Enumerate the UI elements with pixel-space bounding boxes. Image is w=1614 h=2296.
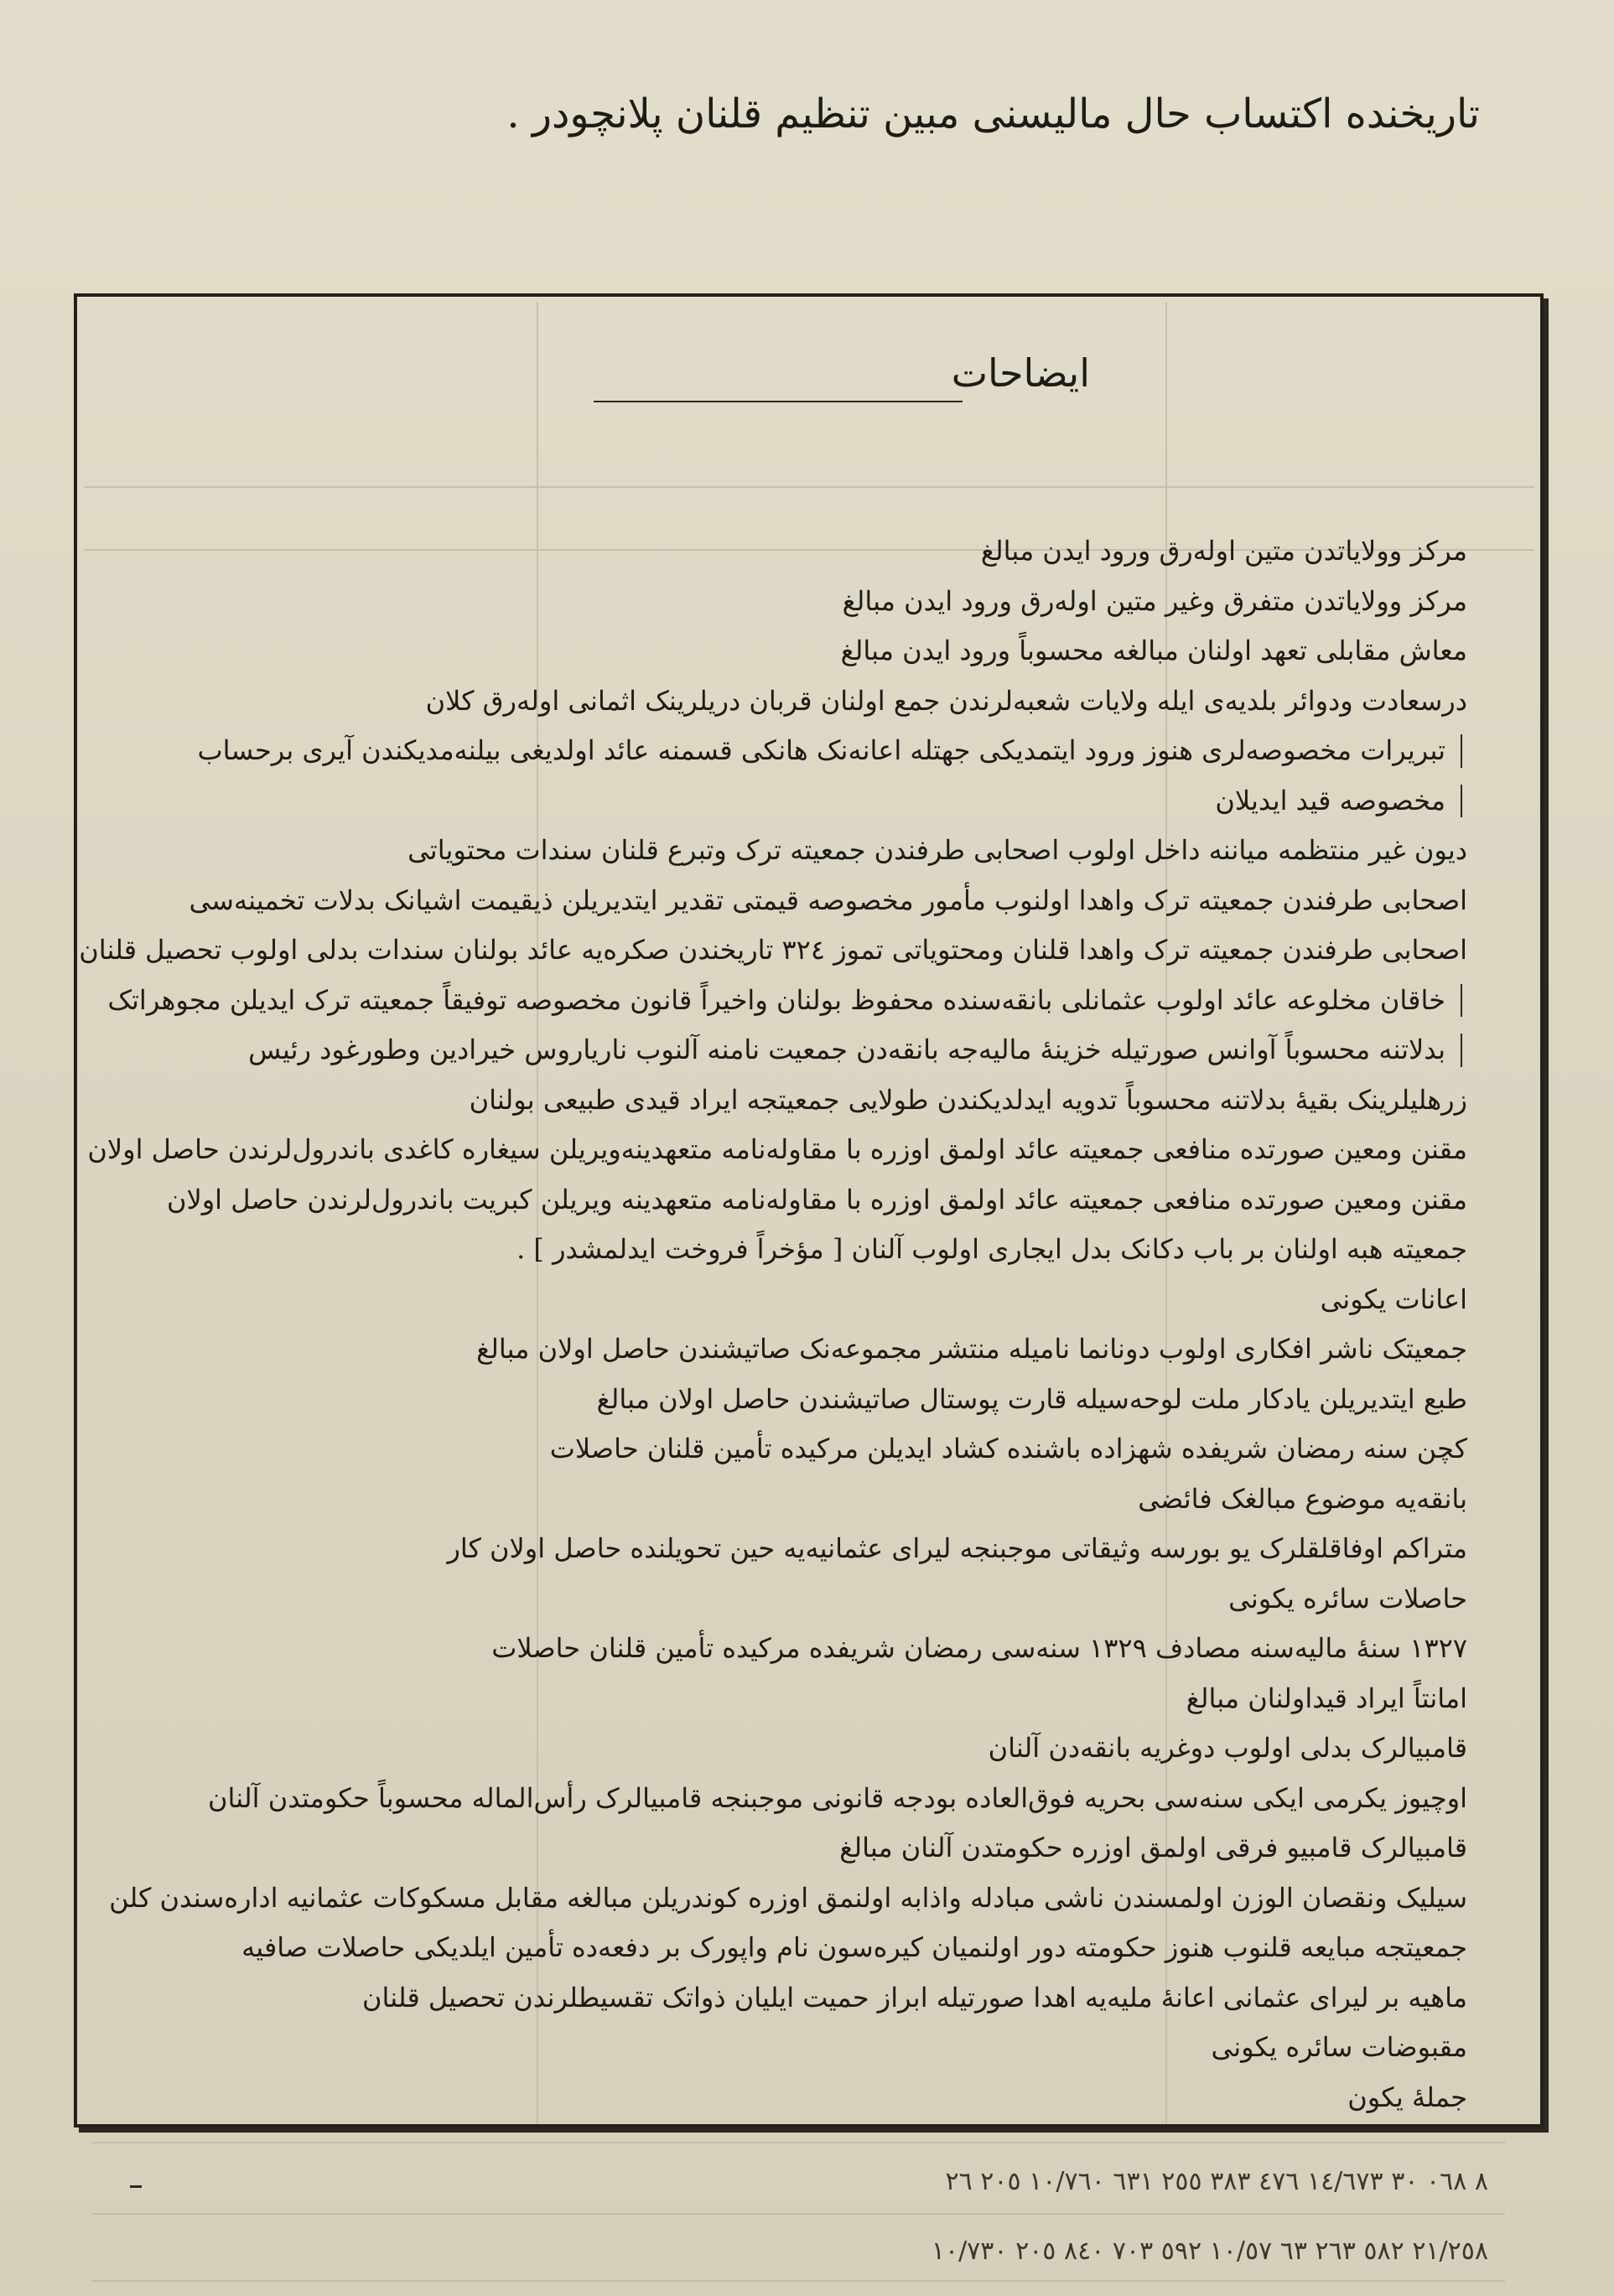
note-line: اصحابی طرفندن جمعیته ترک واهدا اولنوب مأمور مخصوصه قیمتی تقدیر ایتدیریلن ذیقیمت اشیانک بدلات تخمینه‌سی: [189, 884, 1467, 916]
note-line: مقبوضات سائره یکونی: [1211, 2031, 1467, 2063]
note-line: معاش مقابلی تعهد اولنان مبالغه محسوباً ورود ایدن مبالغ: [840, 635, 1467, 666]
bottom-table-rule: [92, 2213, 1505, 2215]
bottom-table-rule: [92, 2142, 1505, 2143]
note-line: مرکز وولایاتدن متین اوله‌رق ورود ایدن مبالغ: [980, 535, 1467, 567]
note-line: قامبیالرک قامبیو فرقی اولمق اوزره حکومتدن آلنان مبالغ: [839, 1832, 1467, 1863]
note-line: جمعیتجه مبایعه قلنوب هنوز حکومته دور اولنمیان کیره‌سون نام واپورک بر دفعه‌ده تأمین ایلدیکی حاصلات صافیه: [241, 1931, 1467, 1963]
margin-mark: [130, 2185, 142, 2188]
note-line: متراکم اوفاقلقلرک یو بورسه وثیقاتی موجبنجه لیرای عثمانیه‌یه حین تحویلنده حاصل اولان کار: [447, 1532, 1467, 1564]
note-line: ماهیه بر لیرای عثمانی اعانهٔ ملیه‌یه اهدا صورتیله ابراز حمیت ایلیان ذواتک تقسیطلرندن تحصیل قلنان: [361, 1981, 1467, 2014]
note-line: مرکز وولایاتدن متفرق وغیر متین اوله‌رق ورود ایدن مبالغ: [842, 584, 1467, 617]
page-heading: تاریخنده اکتساب حال مالیسنی مبین تنظیم قلنان پلانچودر .: [506, 91, 1480, 137]
note-line: سیلیک ونقصان الوزن اولمسندن ناشی مبادله واذابه اولنمق اوزره کوندریلن مبالغه مقابل مسکوکات عثمانیه اداره‌سندن کلن: [109, 1881, 1467, 1914]
note-line: جمعیتک ناشر افکاری اولوب دونانما نامیله منتشر مجموعه‌نک صاتیشندن حاصل اولان مبالغ: [476, 1333, 1467, 1365]
note-line: اعانات یکونی: [1320, 1283, 1467, 1315]
bottom-table-row: ٢١/٢٥٨ ٥٨٢ ٢٦٣ ٦٣ ١٠/٥٧ ٥٩٢ ٧٠٣ ٨٤٠ ٢٠٥ ١٠/٧٣٠: [931, 2236, 1488, 2266]
note-line: درسعادت ودوائر بلدیه‌ی ایله ولایات شعبه‌لرندن جمع اولنان قربان دریلرینک اثمانی اوله‌رق کلان: [425, 684, 1467, 717]
note-line: تبریرات مخصوصه‌لری هنوز ورود ایتمدیکی جهتله اعانه‌نک هانکی قسمنه عائد اولدیغی بیلنه‌مدیکندن آیری برحساب: [218, 726, 1467, 776]
note-line: بانقه‌یه موضوع مبالغک فائضی: [1138, 1482, 1467, 1515]
bottom-table-rule: [92, 2280, 1505, 2282]
note-line: امانتاً ایراد قیداولنان مبالغ: [1186, 1682, 1467, 1714]
note-line: خاقان مخلوعه عائد اولوب عثمانلی بانقه‌سنده محفوظ بولنان واخیراً قانون مخصوصه توفیقاً جمعیته ترک ایدیلن مجوهراتک: [218, 976, 1467, 1026]
note-line: مخصوصه قید ایدیلان: [218, 776, 1467, 827]
note-line: طبع ایتدیریلن یادکار ملت لوحه‌سیله قارت پوستال صاتیشندن حاصل اولان مبالغ: [596, 1382, 1467, 1415]
note-line: بدلاتنه محسوباً آوانس صورتیله خزینهٔ مالیه‌جه بانقه‌دن جمعیت نامنه آلنوب ناریاروس خیرادین وطورغود رئیس: [218, 1025, 1467, 1075]
note-line: ١٣٢٧ سنهٔ مالیه‌سنه مصادف ١٣٢٩ سنه‌سی رمضان شریفده مرکیده تأمین قلنان حاصلات: [491, 1632, 1467, 1664]
note-line: جملهٔ یکون: [1347, 2081, 1467, 2113]
note-line: دیون غیر منتظمه میاننه داخل اولوب اصحابی طرفندن جمعیته ترک وتبرع قلنان سندات محتویاتی: [407, 834, 1467, 866]
note-line: کچن سنه رمضان شریفده شهزاده باشنده کشاد ایدیلن مرکیده تأمین قلنان حاصلات: [549, 1433, 1467, 1464]
note-line: زرهلیلرینک بقیهٔ بدلاتنه محسوباً تدویه ایدلدیکندن طولایی جمعیتجه ایراد قیدی طبیعی بولنان: [469, 1083, 1467, 1116]
note-line: مقنن ومعین صورتده منافعی جمعیته عائد اولمق اوزره با مقاوله‌نامه متعهدینه ویریلن کبریت باندرول‌لرندن حاصل اولان: [166, 1183, 1467, 1215]
note-line: اوچیوز یکرمی ایکی سنه‌سی بحریه فوق‌العاده بودجه قانونی موجبنجه قامبیالرک رأس‌الماله محسوباً حکومتدن آلنان: [208, 1781, 1467, 1814]
section-title: ایضاحات: [951, 350, 1090, 396]
title-underline: [594, 401, 963, 402]
note-line: مقنن ومعین صورتده منافعی جمعیته عائد اولمق اوزره با مقاوله‌نامه متعهدینه‌ویریلن سیغاره کاغدی باندرول‌لرندن حاصل اولان: [87, 1133, 1467, 1165]
notes-lines: [79, 526, 1467, 2122]
note-line: قامبیالرک بدلی اولوب دوغریه بانقه‌دن آلنان: [988, 1732, 1467, 1764]
bottom-table-row: ٨ ٠٦٨ ٣٠ ١٤/٦٧٣ ٤٧٦ ٣٨٣ ٢٥٥ ٦٣١ ١٠/٧٦٠ ٢٠٥ ٢٦: [945, 2167, 1488, 2196]
note-line: جمعیته هبه اولنان بر باب دکانک بدل ایجاری اولوب آلنان [ مؤخراً فروخت ایدلمشدر ] .: [516, 1233, 1467, 1265]
note-line: اصحابی طرفندن جمعیته ترک واهدا قلنان ومحتویاتی تموز ٣٢٤ تاریخندن صکره‌یه عائد بولنان سندات بدلی اولوب تحصیل قلنان: [79, 934, 1467, 966]
note-line: حاصلات سائره یکونی: [1228, 1582, 1467, 1614]
